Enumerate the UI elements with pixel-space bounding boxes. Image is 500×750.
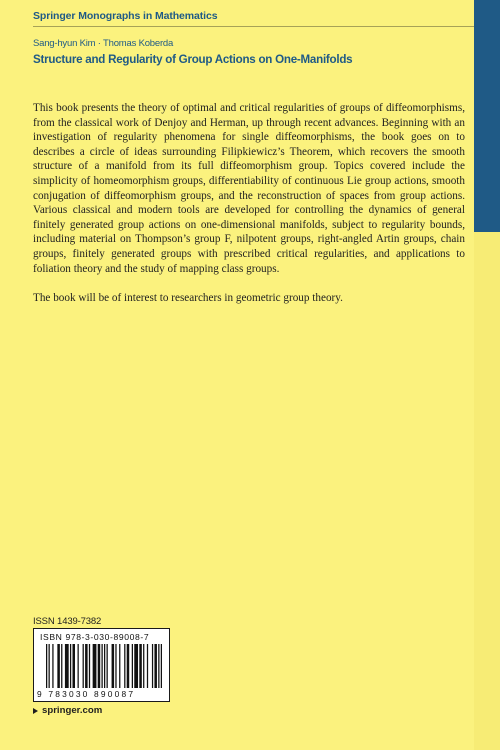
barcode-bar (112, 644, 115, 688)
isbn-barcode (33, 628, 170, 702)
barcode-bar (65, 644, 69, 688)
barcode-bar (93, 644, 97, 688)
barcode-bar (70, 644, 71, 688)
publisher-website-text: springer.com (42, 705, 103, 716)
spine-color-band (474, 0, 500, 232)
barcode-bar (107, 644, 108, 688)
barcode-bars (46, 644, 162, 688)
barcode-bar (61, 644, 62, 688)
barcode-bar (158, 644, 159, 688)
barcode-bar (134, 644, 138, 688)
barcode-bar (49, 644, 50, 688)
barcode-bar (152, 644, 153, 688)
isbn-number: ISBN 978-3-030-89008-7 (40, 632, 150, 642)
barcode-bar (89, 644, 90, 688)
barcode-bar (127, 644, 130, 688)
barcode-bar (83, 644, 84, 688)
barcode-bar (98, 644, 101, 688)
book-description (33, 101, 465, 320)
description-paragraph: The book will be of interest to researchers in geometric group theory. (33, 291, 343, 304)
barcode-bar (101, 644, 102, 688)
barcode-bar (124, 644, 125, 688)
barcode-bar (119, 644, 120, 688)
barcode-digits: 9 783030 890087 (37, 689, 136, 699)
issn-number: ISSN 1439-7382 (33, 616, 102, 627)
series-name: Springer Monographs in Mathematics (33, 10, 218, 22)
publisher-website-link[interactable] (33, 705, 102, 716)
arrow-right-icon (33, 708, 38, 714)
barcode-bar (154, 644, 157, 688)
barcode-bar (46, 644, 47, 688)
barcode-bar (161, 644, 162, 688)
barcode-bar (104, 644, 105, 688)
header-divider (33, 26, 474, 27)
book-title: Structure and Regularity of Group Actions on One-Manifolds (33, 53, 353, 66)
barcode-bar (132, 644, 133, 688)
barcode-bar (147, 644, 148, 688)
barcode-bar (139, 644, 142, 688)
barcode-bar (78, 644, 79, 688)
barcode-bar (143, 644, 144, 688)
author-names: Sang-hyun Kim · Thomas Koberda (33, 38, 174, 49)
barcode-bar (57, 644, 60, 688)
barcode-bar (85, 644, 88, 688)
barcode-bar (72, 644, 75, 688)
barcode-bar (52, 644, 53, 688)
description-paragraph: This book presents the theory of optimal and critical regularities of groups of diffeomorphisms, from the classical work of Denjoy and Herman, up through recent advances. Beginning with an investigation of regularity phenomena for single diffeomorphisms, the book goes on to describes a circle of ideas surrounding Filipkiewicz’s Theorem, which recovers the smooth structure of a manifold from its full diffeomorphism group. Topics covered include the simplicity of homeomorphism groups, differentiability of continuous Lie group actions, smooth conjugation of diffeomorphism groups, and the reconstruction of spaces from group actions. Various classical and modern tools are developed for controlling the dynamics of general finitely generated group actions on one-dimensional manifolds, subject to regularity bounds, including material on Thompson’s group F, nilpotent groups, right-angled Artin groups, chain groups, finitely generated groups with prescribed critical regularities, and applications to foliation theory and the study of mapping class groups. (33, 102, 465, 275)
barcode-bar (115, 644, 116, 688)
